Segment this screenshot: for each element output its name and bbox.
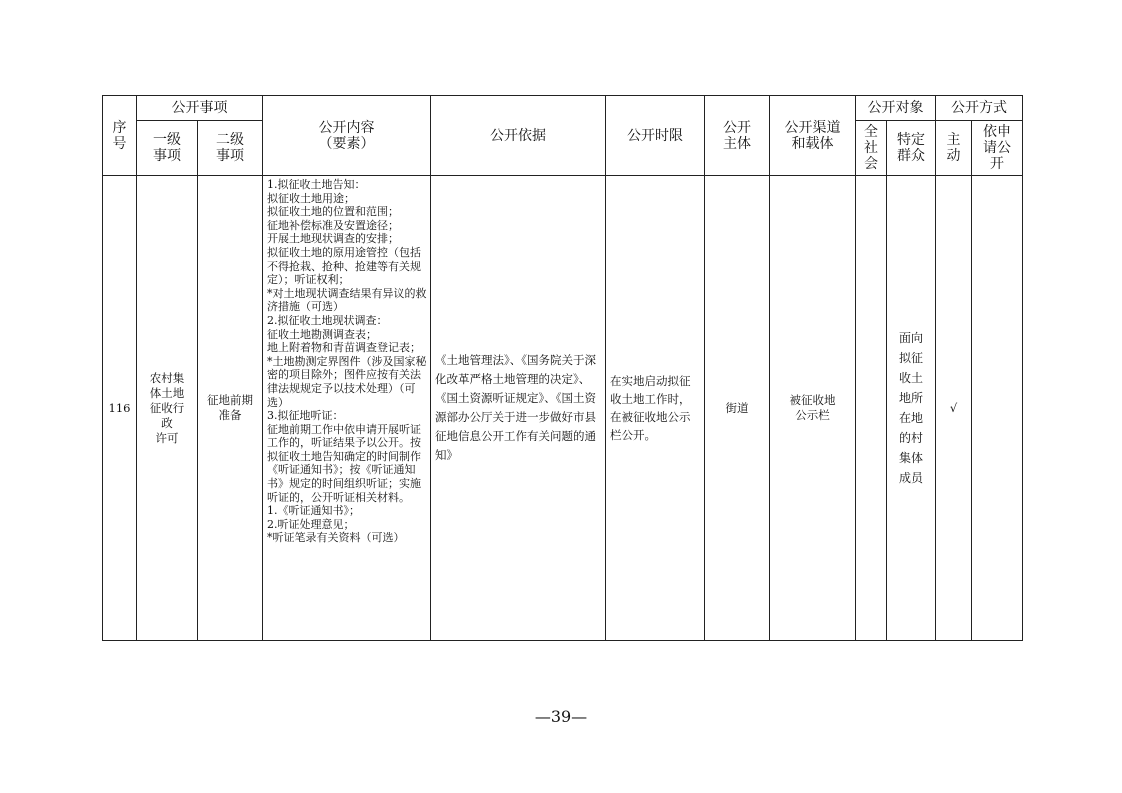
cell-level2: 征地前期 准备	[198, 176, 263, 641]
cell-content	[263, 176, 431, 641]
content-line: 拟征收土地用途；	[267, 191, 355, 205]
header-specific-group: 特定 群众	[887, 121, 936, 176]
header-time-limit: 公开时限	[606, 96, 705, 176]
content-line: 征收土地勘测调查表；	[267, 327, 377, 341]
table-row	[103, 176, 1023, 641]
header-level2: 二级 事项	[198, 121, 263, 176]
cell-on-request	[972, 176, 1023, 641]
content-line: 2.听证处理意见；	[267, 517, 355, 531]
content-line: 拟征收土地的位置和范围；	[267, 205, 399, 219]
disclosure-table	[102, 95, 1023, 641]
cell-basis: 《土地管理法》、《国务院关于深化改革严格土地管理的决定》、《国土资源听证规定》、《国土资源部办公厅关于进一步做好市县征地信息公开工作有关问题的通知》	[431, 176, 606, 641]
header-on-request: 依申 请公 开	[972, 121, 1023, 176]
content-line: 2.拟征收土地现状调查：	[267, 313, 388, 327]
content-line: *对土地现状调查结果有异议的救济措施（可选）	[267, 286, 427, 314]
header-whole-society: 全 社 会	[856, 121, 887, 176]
content-line: *听证笔录有关资料（可选）	[267, 531, 405, 545]
content-line: 开展土地现状调查的安排；	[267, 232, 399, 246]
header-content: 公开内容 （要素）	[263, 96, 431, 176]
header-public-items: 公开事项	[137, 96, 263, 121]
cell-channel: 被征收地 公示栏	[770, 176, 856, 641]
cell-level1: 农村集 体土地 征收行 政 许可	[137, 176, 198, 641]
cell-active-checkmark: √	[936, 176, 972, 641]
cell-subject: 街道	[705, 176, 770, 641]
cell-specific-group: 面向 拟征 收土 地所 在地 的村 集体 成员	[887, 176, 936, 641]
header-channel: 公开渠道 和载体	[770, 96, 856, 176]
cell-time-limit: 在实地启动拟征收土地工作时，在被征收地公示栏公开。	[606, 176, 705, 641]
content-line: 征地前期工作中依申请开展听证工作的，听证结果予以公开。按拟征收土地告知确定的时间制作《听证通知书》；按《听证通知书》规定的时间组织听证；实施听证的，公开听证相关材料。	[267, 422, 421, 504]
header-basis: 公开依据	[431, 96, 606, 176]
page-number: —39—	[534, 707, 588, 726]
header-subject: 公开 主体	[705, 96, 770, 176]
cell-seq: 116	[103, 176, 137, 641]
header-level1: 一级 事项	[137, 121, 198, 176]
cell-whole-society	[856, 176, 887, 641]
content-line: *土地勘测定界图件（涉及国家秘密的项目除外；图件应按有关法律法规规定予以技术处理）（可选）	[267, 354, 427, 409]
header-method: 公开方式	[936, 96, 1023, 121]
content-line: 1.《听证通知书》；	[267, 504, 360, 518]
content-line: 3.拟征地听证：	[267, 409, 344, 423]
header-seq: 序 号	[103, 96, 137, 176]
content-line: 地上附着物和青苗调查登记表；	[267, 341, 421, 355]
content-line: 拟征收土地的原用途管控（包括不得抢栽、抢种、抢建等有关规定）；听证权利；	[267, 245, 421, 287]
header-active: 主 动	[936, 121, 972, 176]
header-target: 公开对象	[856, 96, 936, 121]
content-line: 征地补偿标准及安置途径；	[267, 218, 399, 232]
content-line: 1.拟征收土地告知：	[267, 178, 366, 191]
